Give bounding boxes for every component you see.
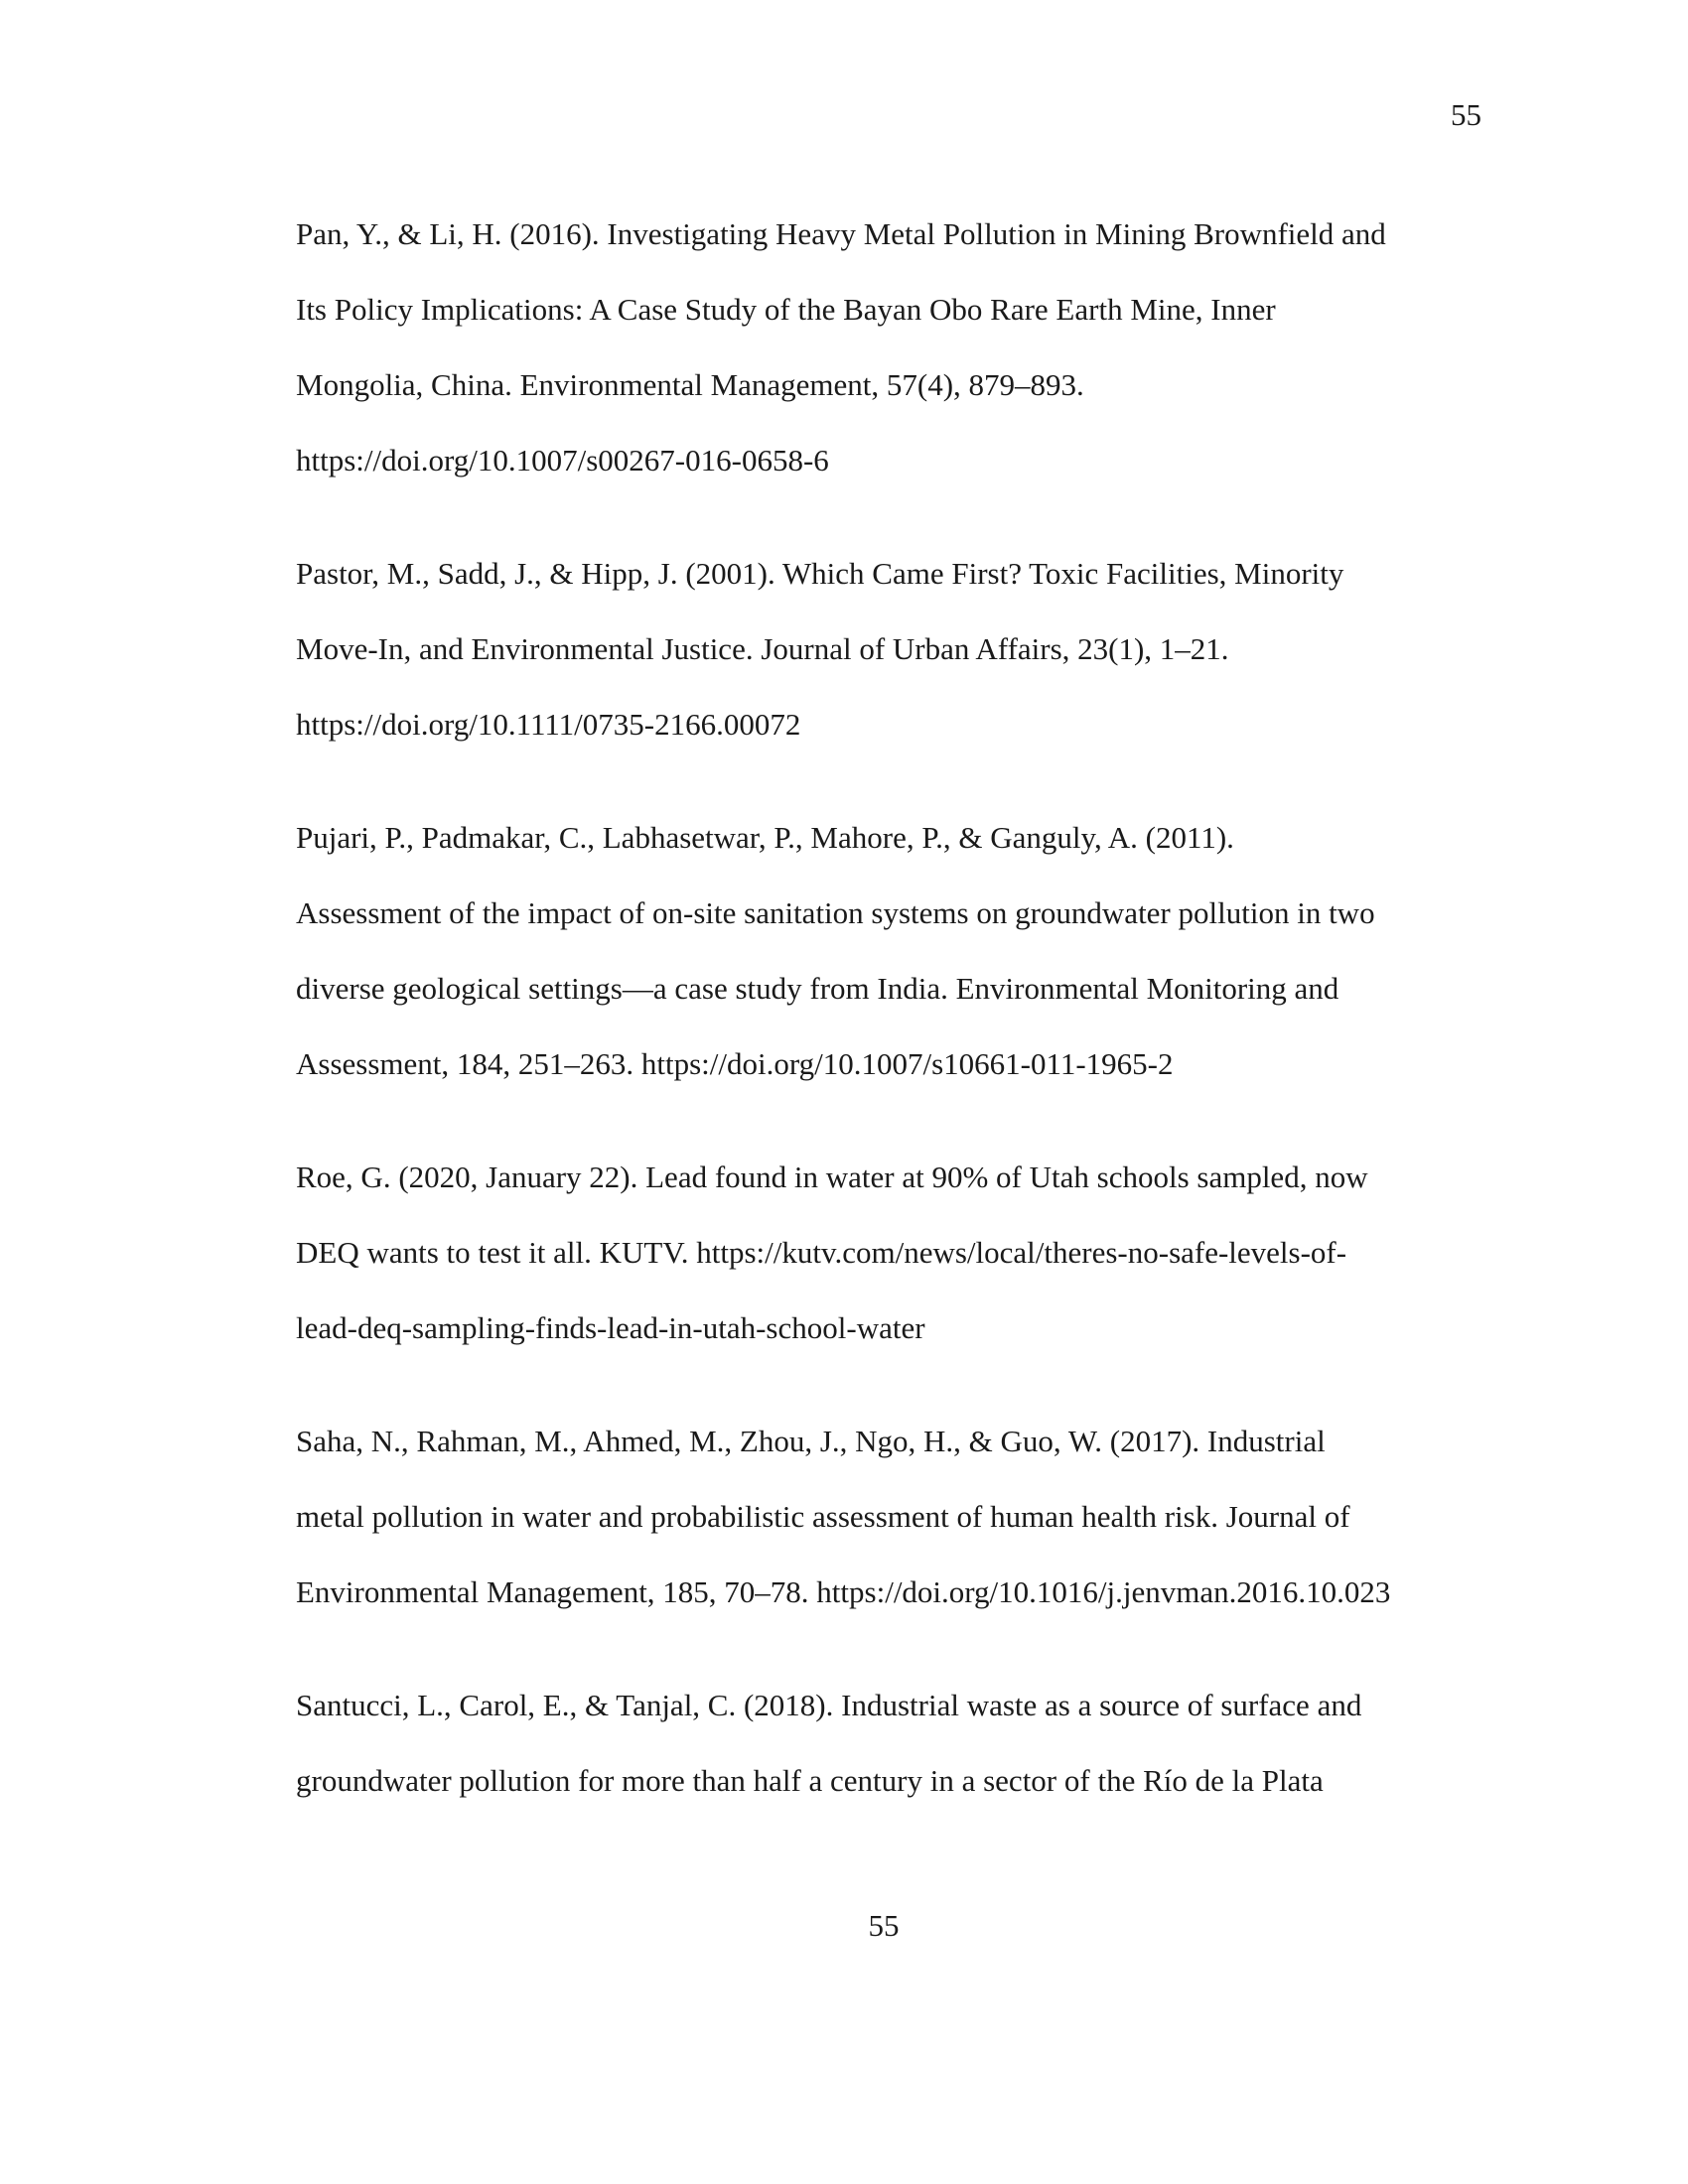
reference-entry-pan-2016: Pan, Y., & Li, H. (2016). Investigating Heavy Metal Pollution in Mining Brownfield and Its Policy Implications: A Case Study of the Bayan Obo Rare Earth Mine, Inner Mongolia, China. Environmental Management, 57(4), 879–893. https://doi.org/10.1007/s00267-016-0658-6 [296, 216, 1386, 478]
footer-page-number: 55 [868, 1908, 900, 1943]
reference-entry-pujari-2011: Pujari, P., Padmakar, C., Labhasetwar, P., Mahore, P., & Ganguly, A. (2011). Assessment of the impact of on-site sanitation systems on groundwater pollution in two diverse geological settings—a case study from India. Environmental Monitoring and Assessment, 184, 251–263. https://doi.org/10.1007/s10661-011-1965-2 [296, 820, 1375, 1081]
header-page-number: 55 [1451, 97, 1481, 132]
reference-entry-santucci-2018: Santucci, L., Carol, E., & Tanjal, C. (2018). Industrial waste as a source of surface and groundwater pollution for more than half a century in a sector of the Río de la Plata [296, 1688, 1362, 1798]
reference-entry-pastor-2001: Pastor, M., Sadd, J., & Hipp, J. (2001). Which Came First? Toxic Facilities, Minority Move-In, and Environmental Justice. Journal of Urban Affairs, 23(1), 1–21. https://doi.org/10.1111/0735-2166.00072 [296, 556, 1344, 742]
reference-entry-roe-2020: Roe, G. (2020, January 22). Lead found in water at 90% of Utah schools sampled, now DEQ wants to test it all. KUTV. https://kutv.com/news/local/theres-no-safe-levels-of- lead-deq-sampling-finds-lead-in-utah-school-water [296, 1160, 1368, 1345]
reference-list [296, 197, 1477, 1856]
reference-entry-saha-2017: Saha, N., Rahman, M., Ahmed, M., Zhou, J., Ngo, H., & Guo, W. (2017). Industrial metal pollution in water and probabilistic assessment of human health risk. Journal of Environmental Management, 185, 70–78. https://doi.org/10.1016/j.jenvman.2016.10.023 [296, 1424, 1391, 1609]
